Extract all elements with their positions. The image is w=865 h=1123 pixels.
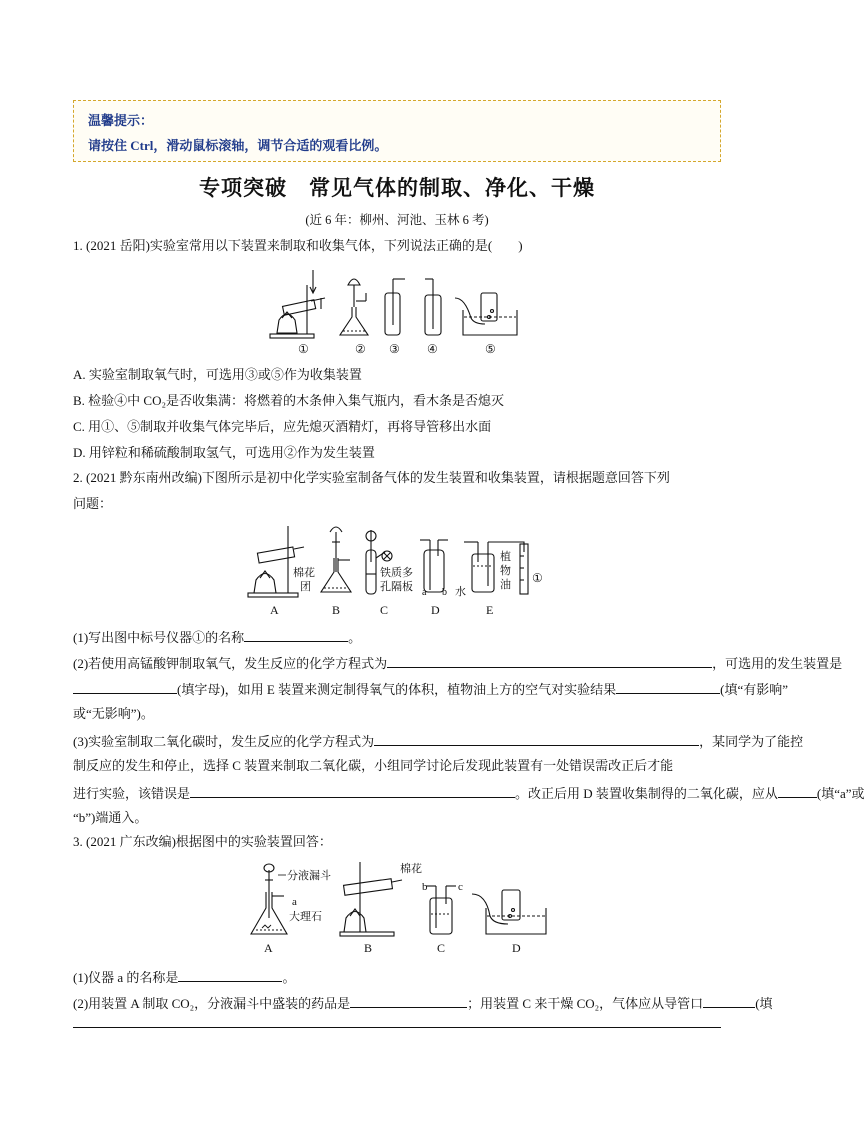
q2-note-water: 水 [455,586,466,598]
q3-label-c: C [437,941,446,955]
q3-stem: 3. (2021 广东改编)根据图中的实验装置回答： [73,834,332,849]
q3-note-funnel: 分液漏斗 [287,870,331,882]
line-text: 。改正后用 D 装置收集制得的二氧化碳，应从 [515,786,778,801]
q2-note-oil-3: 油 [500,579,511,591]
q1-label-5: ⑤ [485,342,496,356]
q1-apparatus-5 [455,293,517,335]
q2-apparatus-b [321,527,351,592]
tip-box [73,100,721,162]
line-text: (3)实验室制取二氧化碳时，发生反应的化学方程式为 [73,734,375,749]
q1-stem: 1. (2021 岳阳)实验室常用以下装置来制取和收集气体，下列说法正确的是( ) [73,238,523,253]
q2-figure [244,522,554,618]
line-text: 。 [282,970,296,985]
answer-blank [778,783,817,798]
q3-figure [240,858,550,958]
q1-figure [265,265,525,360]
q3-note-cotton: 棉花 [400,863,422,875]
answer-blank [244,627,348,642]
q3-apparatus-b [340,862,402,936]
answer-blank [374,731,699,746]
q1-apparatus-2 [340,279,368,335]
line-text: (填“有影响” [720,682,788,697]
tip-text: 请按住 Ctrl，滑动鼠标滚轴，调节合适的观看比例。 [88,138,388,153]
q2-label-c: C [380,603,389,617]
q2-stem-line-1: 2. (2021 黔东南州改编)下图所示是初中化学实验室制备气体的发生装置和收集装置，请根据题意回答下列 [73,470,670,485]
q1-apparatus-4 [425,279,441,335]
q3-note-a: a [292,896,297,908]
answer-blank [178,967,282,982]
q2-apparatus-e [464,542,528,594]
q3-note-b: b [422,881,428,893]
q2-note-cotton-2: 团 [300,581,311,593]
line-text: (填 [755,996,773,1011]
answer-blank [703,993,755,1008]
q3-apparatus-c [426,886,456,934]
line-text: 或“无影响”)。 [73,706,154,721]
q2-port-a: a [422,587,427,598]
q3-label-a: A [264,941,273,955]
q2-note-plate-1: 铁质多 [380,567,413,579]
q1-option-a: A. 实验室制取氧气时，可选用③或⑤作为收集装置 [73,367,362,382]
q2-sub-line [73,731,803,751]
line-text: 。 [348,630,362,645]
line-text: (填字母)，如用 E 装置来测定制得氧气的体积，植物油上方的空气对实验结果 [177,682,617,697]
q3-apparatus-a [251,864,287,934]
line-text: 进行实验，该错误是 [73,786,191,801]
q3-sub-line [73,967,295,987]
q2-apparatus-d [420,540,448,592]
q3-label-b: B [364,941,373,955]
q2-label-d: D [431,603,440,617]
q2-note-cotton-1: 棉花 [293,567,315,579]
line-text: ，可选用的发生装置是 [712,656,843,671]
q1-label-2: ② [355,342,366,356]
line-text: (填“a”或 [816,786,865,801]
bottom-rule [73,1027,721,1028]
q2-stem-line-2: 问题： [73,496,113,511]
q1-label-3: ③ [389,342,400,356]
q2-note-oil-2: 物 [500,565,511,577]
line-text: ；用装置 C 来干燥 CO₂，气体应从导管口 [467,996,704,1011]
answer-blank [190,783,515,798]
line-text: “b”)端通入。 [73,810,148,825]
q2-sub-line [73,653,842,673]
q3-note-marble: 大理石 [289,911,322,923]
q3-apparatus-d [472,890,546,934]
q3-sub-line [73,993,773,1013]
q2-port-b: b [442,587,447,598]
q1-option-b: B. 检验④中 CO₂是否收集满：将燃着的木条伸入集气瓶内，看木条是否熄灭 [73,393,505,408]
q1-label-1: ① [298,342,309,356]
q1-option-c: C. 用①、⑤制取并收集气体完毕后，应先熄灭酒精灯，再将导管移出水面 [73,419,492,434]
q2-apparatus-a [248,526,304,597]
q2-label-e: E [486,603,494,617]
page-subtitle: (近 6 年：柳州、河池、玉林 6 考) [305,213,489,227]
line-text: ，某同学为了能控 [699,734,804,749]
q3-note-c: c [458,881,463,893]
tip-heading: 温馨提示： [88,113,154,128]
line-text: (1)写出图中标号仪器①的名称 [73,630,245,645]
q2-sub-line [73,705,154,723]
q2-sub-line [73,627,361,647]
answer-blank [73,679,177,694]
q1-option-d: D. 用锌粒和稀硫酸制取氢气，可选用②作为发生装置 [73,445,375,460]
q2-label-b: B [332,603,341,617]
line-text: (1)仪器 a 的名称是 [73,970,179,985]
line-text: 制反应的发生和停止，选择 C 装置来制取二氧化碳，小组同学讨论后发现此装置有一处错误需改正后才能 [73,758,674,773]
line-text: (2)用装置 A 制取 CO₂，分液漏斗中盛装的药品是 [73,996,351,1011]
q2-sub-line [73,757,673,775]
q2-marker-1: ① [532,571,543,585]
q2-sub-line [73,679,788,699]
q1-label-4: ④ [427,342,438,356]
q2-sub-line [73,783,865,803]
line-text: (2)若使用高锰酸钾制取氧气，发生反应的化学方程式为 [73,656,388,671]
q2-note-oil-1: 植 [500,551,511,563]
q2-sub-line [73,809,147,827]
q2-note-plate-2: 孔隔板 [380,581,413,593]
page-title: 专项突破 常见气体的制取、净化、干燥 [199,176,595,200]
q1-apparatus-1 [270,270,325,338]
answer-blank [387,653,712,668]
q2-label-a: A [270,603,279,617]
q3-label-d: D [512,941,521,955]
answer-blank [616,679,720,694]
q1-apparatus-3 [385,279,405,335]
answer-blank [350,993,467,1008]
